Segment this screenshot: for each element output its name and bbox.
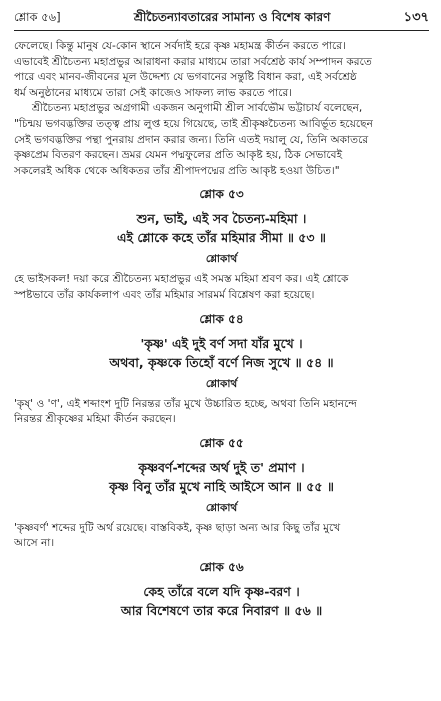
- text-line: ধর্ম অনুষ্ঠানের মাধ্যমে তারা সেই কাজেও সাফল্য লাভ করতে পারে।: [14, 86, 293, 99]
- text-line: 'কৃষ্' ও 'ণ', এই শব্দাংশ দুটি নিরন্তর তাঁর মুখে উচ্চারিত হচ্ছে, অথবা তিনি মহানন্দে: [14, 397, 357, 410]
- text-line: 'কৃষ্ণবর্ণ' শব্দের দুটি অর্থ রয়েছে। বাস্তবিকই, কৃষ্ণ ছাড়া অন্য আর কিছু তাঁর মুখে: [14, 521, 341, 534]
- text-line: আসে না।: [14, 537, 55, 550]
- header-rule: [14, 30, 429, 31]
- verse-line: এই শ্লোকে কহে তাঁর মহিমার সীমা ॥ ৫৩ ॥: [117, 230, 326, 246]
- text-line: ফেলেছে। কিন্তু মানুষ যে-কোন স্থানে সর্বদাই হরে কৃষ্ণ মহামন্ত্র কীর্তন করতে পারে।: [14, 40, 346, 52]
- purport-paragraph-1: [14, 39, 429, 101]
- verse-text: [14, 334, 429, 372]
- translation-text: [14, 397, 429, 428]
- translation-heading: শ্লোকার্থ: [205, 501, 238, 514]
- text-line: কৃষ্ণপ্রেম বিতরণ করছেন। ভ্রমর যেমন পদ্মফুলের প্রতি আকৃষ্ট হয়, ঠিক সেভাবেই: [14, 149, 343, 162]
- purport-paragraph-2: [14, 101, 429, 179]
- verse-heading: শ্লোক ৫৪: [199, 311, 244, 326]
- translation-text: [14, 521, 429, 552]
- verse-line: কৃষ্ণ বিনু তাঁর মুখে নাহি আইসে আন ॥ ৫৫ ॥: [109, 478, 334, 494]
- verse-text: [14, 458, 429, 496]
- text-line: সেই ভগবদ্ভক্তির পন্থা পুনরায় প্রদান করার জন্য। তিনি এতই দয়ালু যে, তিনি অকাতরে: [14, 133, 369, 146]
- verse-heading: শ্লোক ৫৫: [199, 435, 244, 450]
- verse-line: 'কৃষ্ণ' এই দুই বর্ণ সদা যাঁর মুখে ।: [140, 335, 303, 351]
- verse-line: কেহ তাঁরে বলে যদি কৃষ্ণ-বরণ ।: [143, 583, 300, 599]
- translation-heading: শ্লোকার্থ: [205, 377, 238, 390]
- page-header: [14, 8, 429, 28]
- text-line: পারে এবং মানব-জীবনের মূল উদ্দেশ্য যে ভগবানের সন্তুষ্টি বিধান করা, এই সর্বশ্রেষ্ঠ: [14, 71, 357, 84]
- text-line: "চিন্ময় ভগবদ্ভক্তির তত্ত্ব প্রায় লুপ্ত হয়ে গিয়েছে, তাই শ্রীকৃষ্ণচৈতন্য আবির্ভূত হয়েছেন: [14, 117, 373, 130]
- text-line: স্পষ্টভাবে তাঁর কার্যকলাপ এবং তাঁর মহিমার সারমর্ম বিশ্লেষণ করা হয়েছে।: [14, 288, 315, 301]
- verse-line: আর বিশেষণে তার করে নিবারণ ॥ ৫৬ ॥: [120, 602, 323, 618]
- verse-line: অথবা, কৃষ্ণকে তিহোঁ বর্ণে নিজ সুখে ॥ ৫৪ ॥: [109, 354, 334, 370]
- page-number: ১৩৭: [403, 10, 429, 25]
- text-line: শ্রীচৈতন্য মহাপ্রভুর অগ্রগামী একজন অনুগামী শ্রীল সার্বভৌম ভট্টাচার্য বলেছেন,: [32, 102, 363, 115]
- header-chapter-title: শ্রীচৈতন্যাবতারের সামান্য ও বিশেষ কারণ: [133, 10, 331, 24]
- verse-heading: শ্লোক ৫৩: [199, 187, 244, 202]
- verse-heading: শ্লোক ৫৬: [199, 559, 244, 574]
- translation-text: [14, 272, 429, 303]
- verse-line: কৃষ্ণবর্ণ-শব্দের অর্থ দুই ত' প্রমাণ ।: [138, 459, 305, 475]
- header-verse-ref: শ্লোক ৫৬]: [14, 10, 61, 24]
- verse-text: [14, 582, 429, 620]
- translation-heading: শ্লোকার্থ: [205, 253, 238, 266]
- verse-line: শুন, ভাই, এই সব চৈতন্য-মহিমা ।: [136, 211, 307, 227]
- verse-text: [14, 209, 429, 247]
- text-line: সকলেরই অধিক থেকে অধিকতর তাঁর শ্রীপাদপদ্মের প্রতি আকৃষ্ট হওয়া উচিত।": [14, 164, 340, 177]
- text-line: এভাবেই শ্রীচৈতন্য মহাপ্রভুর আরাধনা করার মাধ্যমে তারা সর্বশ্রেষ্ঠ কার্য সম্পাদন করতে: [14, 55, 372, 68]
- text-line: নিরন্তর শ্রীকৃষ্ণের মহিমা কীর্তন করছেন।: [14, 413, 176, 426]
- text-line: হে ভাইসকল! দয়া করে শ্রীচৈতন্য মহাপ্রভুর এই সমস্ত মহিমা শ্রবণ কর। এই শ্লোকে: [14, 273, 349, 286]
